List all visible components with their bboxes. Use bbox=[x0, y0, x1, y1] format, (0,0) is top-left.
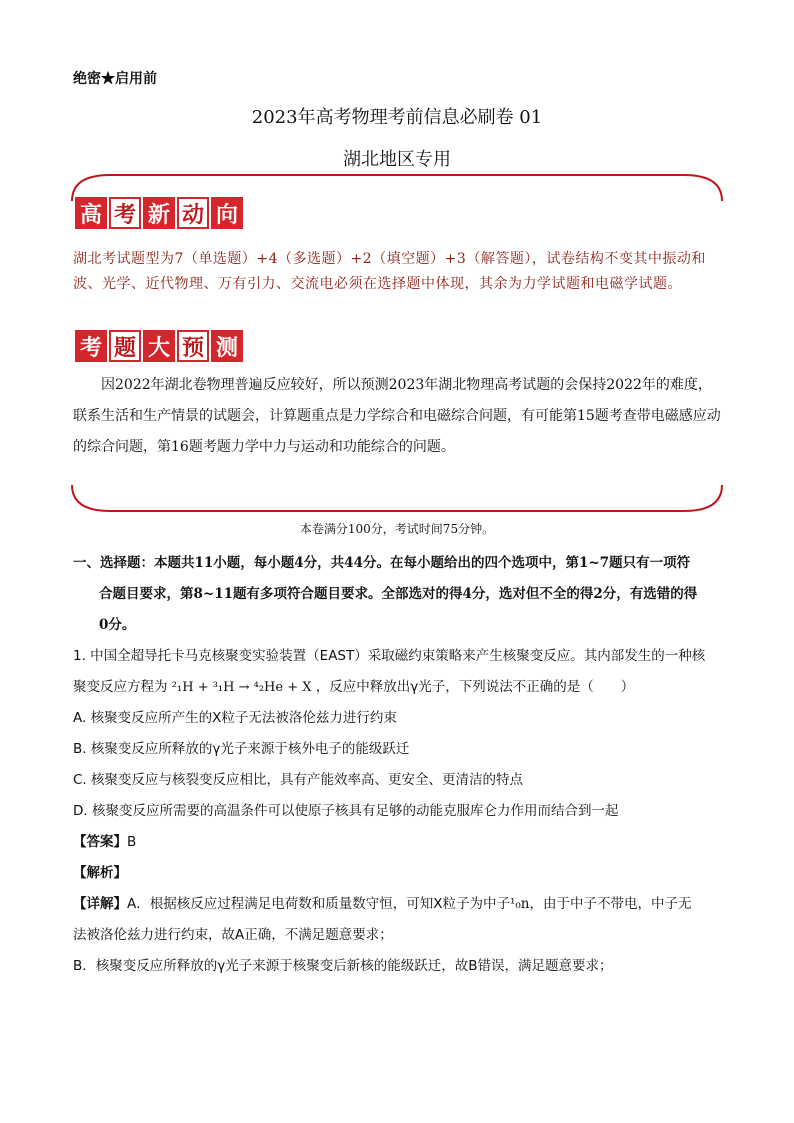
stem-prefix: 聚变反应方程为 bbox=[73, 679, 168, 695]
option-a: A. 核聚变反应所产生的X粒子无法被洛伦兹力进行约束 bbox=[73, 710, 397, 726]
badge-char: 预 bbox=[177, 330, 209, 362]
question-1 bbox=[73, 641, 725, 982]
predict-text: 因2022年湖北卷物理普遍反应较好，所以预测2023年湖北物理高考试题的会保持2022年的难度，联系生活和生产情景的试题会，计算题重点是力学综合和电磁综合问题，有可能第15题考查带电磁感应动的综合问题，第16题考题力学中力与运动和功能综合的问题。 bbox=[73, 377, 721, 455]
detail-text: ，由于中子不带电，中子无 bbox=[529, 896, 692, 912]
exam-note: 本卷满分100分，考试时间75分钟。 bbox=[299, 522, 495, 536]
question-stem: 1. 中国全超导托卡马克核聚变实验装置（EAST）采取磁约束策略来产生核聚变反应。其内部发生的一种核 bbox=[73, 648, 706, 664]
detail-text: A．根据核反应过程满足电荷数和质量数守恒，可知X粒子为中子 bbox=[127, 896, 510, 912]
option-d: D. 核聚变反应所需要的高温条件可以使原子核具有足够的动能克服库仑力作用而结合到一起 bbox=[73, 803, 619, 819]
analysis-label: 【解析】 bbox=[73, 865, 127, 881]
page-title: 2023年高考物理考前信息必刷卷 01 bbox=[251, 107, 543, 128]
confidential-label: 绝密★启用前 bbox=[73, 71, 157, 87]
section-line: 0分。 bbox=[99, 617, 136, 633]
badge-char: 新 bbox=[143, 197, 175, 229]
option-b: B. 核聚变反应所释放的γ光子来源于核外电子的能级跃迁 bbox=[73, 741, 410, 757]
badge-trend bbox=[75, 197, 243, 229]
badge-char: 测 bbox=[211, 330, 243, 362]
section-line: 一、选择题：本题共11小题，每小题4分，共44分。在每小题给出的四个选项中，第1~7题只有一项符 bbox=[73, 555, 691, 571]
detail-line-1 bbox=[73, 889, 725, 920]
answer-line bbox=[73, 827, 725, 858]
page-subtitle: 湖北地区专用 bbox=[343, 149, 451, 170]
trend-text: 湖北考试题型为7（单选题）+4（多选题）+2（填空题）+3（解答题），试卷结构不变其中振动和波、光学、近代物理、万有引力、交流电必须在选择题中体现，其余为力学试题和电磁学试题。 bbox=[73, 251, 706, 292]
detail-label: 【详解】 bbox=[73, 896, 127, 912]
badge-char: 题 bbox=[109, 330, 141, 362]
badge-char: 向 bbox=[211, 197, 243, 229]
section-line: 合题目要求，第8~11题有多项符合题目要求。全部选对的得4分，选对但不全的得2分，有选错的得 bbox=[99, 586, 698, 602]
answer-label: 【答案】 bbox=[73, 834, 127, 850]
detail-line-3: B．核聚变反应所释放的γ光子来源于核聚变后新核的能级跃迁，故B错误，满足题意要求； bbox=[73, 958, 613, 974]
badge-char: 动 bbox=[177, 197, 209, 229]
stem-suffix: ，反应中释放出γ光子，下列说法不正确的是（ ） bbox=[315, 679, 635, 695]
question-stem-line2 bbox=[73, 672, 725, 703]
detail-line-2: 法被洛伦兹力进行约束，故A正确，不满足题意要求； bbox=[73, 927, 393, 943]
nuclear-equation: ²₁H + ³₁H → ⁴₂He + X bbox=[171, 680, 312, 695]
badge-char: 考 bbox=[109, 197, 141, 229]
section-heading bbox=[73, 548, 723, 641]
badge-char: 高 bbox=[75, 197, 107, 229]
option-c: C. 核聚变反应与核裂变反应相比，具有产能效率高、更安全、更清洁的特点 bbox=[73, 772, 524, 788]
badge-char: 考 bbox=[75, 330, 107, 362]
neutron-symbol: ¹₀n bbox=[509, 896, 530, 912]
badge-char: 大 bbox=[143, 330, 175, 362]
badge-predict bbox=[75, 330, 243, 362]
answer-value: B bbox=[127, 834, 137, 850]
